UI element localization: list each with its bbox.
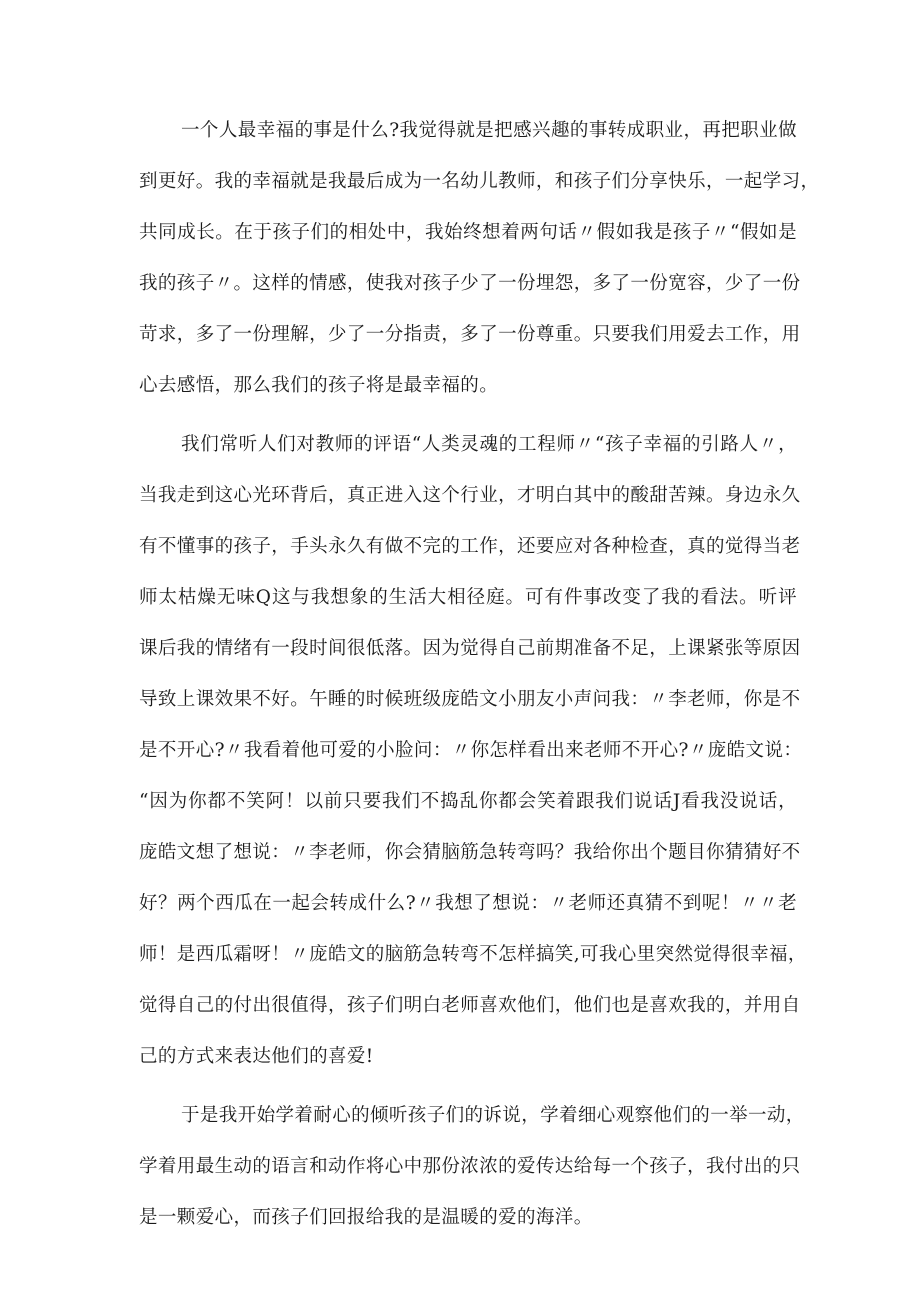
text-line: 当我走到这心光环背后，真正进入这个行业，才明白其中的酸甜苦辣。身边永久 bbox=[139, 485, 801, 506]
text-line: 觉得自己的付出很值得，孩子们明白老师喜欢他们，他们也是喜欢我的，并用自 bbox=[139, 995, 801, 1016]
text-line: 一个人最幸福的事是什么?我觉得就是把感兴趣的事转成职业，再把职业做 bbox=[181, 120, 797, 141]
text-line: 学着用最生动的语言和动作将心中那份浓浓的爱传达给每一个孩子，我付出的只 bbox=[139, 1156, 801, 1177]
text-line: 到更好。我的幸福就是我最后成为一名幼儿教师，和孩子们分享快乐，一起学习， bbox=[139, 171, 820, 192]
text-line: 师！是西瓜霜呀！〃庞皓文的脑筋急转弯不怎样搞笑,可我心里突然觉得很幸福， bbox=[139, 944, 807, 965]
paragraph-3 bbox=[139, 1090, 805, 1243]
text-line: 心去感悟，那么我们的孩子将是最幸福的。 bbox=[139, 375, 499, 396]
text-line: 己的方式来表达他们的喜爱! bbox=[139, 1046, 374, 1067]
text-line: 有不懂事的孩子，手头永久有做不完的工作，还要应对各种检查，真的觉得当老 bbox=[139, 536, 801, 557]
document-page bbox=[139, 105, 820, 1243]
text-line: 是不开心?〃我看着他可爱的小脸问：〃你怎样看出来老师不开心?〃庞皓文说： bbox=[139, 740, 803, 761]
paragraph-2 bbox=[139, 419, 807, 1082]
text-line: 师太枯燥无味Q这与我想象的生活大相径庭。可有件事改变了我的看法。听评 bbox=[139, 587, 797, 608]
text-line: 课后我的情绪有一段时间很低落。因为觉得自己前期准备不足，上课紧张等原因 bbox=[139, 638, 801, 659]
text-line: 好？两个西瓜在一起会转成什么?〃我想了想说：〃老师还真猜不到呢！〃〃老 bbox=[139, 893, 797, 914]
text-line: 我的孩子〃。这样的情感，使我对孩子少了一份埋怨，多了一份宽容，少了一份 bbox=[139, 273, 801, 294]
paragraph-1 bbox=[139, 105, 820, 411]
text-line: 共同成长。在于孩子们的相处中，我始终想着两句话〃假如我是孩子〃“假如是 bbox=[139, 222, 797, 243]
text-line: 导致上课效果不好。午睡的时候班级庞皓文小朋友小声问我：〃李老师，你是不 bbox=[139, 689, 801, 710]
text-line: 是一颗爱心，而孩子们回报给我的是温暖的爱的海洋。 bbox=[139, 1207, 593, 1228]
text-line: “因为你都不笑阿！以前只要我们不捣乱你都会笑着跟我们说话J看我没说话， bbox=[139, 791, 797, 812]
text-line: 庞皓文想了想说：〃李老师，你会猜脑筋急转弯吗？我给你出个题目你猜猜好不 bbox=[139, 842, 801, 863]
text-line: 于是我开始学着耐心的倾听孩子们的诉说，学着细心观察他们的一举一动， bbox=[181, 1105, 805, 1126]
text-line: 我们常听人们对教师的评语“人类灵魂的工程师〃“孩子幸福的引路人〃， bbox=[181, 434, 797, 455]
text-line: 苛求，多了一份理解，少了一分指责，多了一份尊重。只要我们用爱去工作，用 bbox=[139, 324, 801, 345]
